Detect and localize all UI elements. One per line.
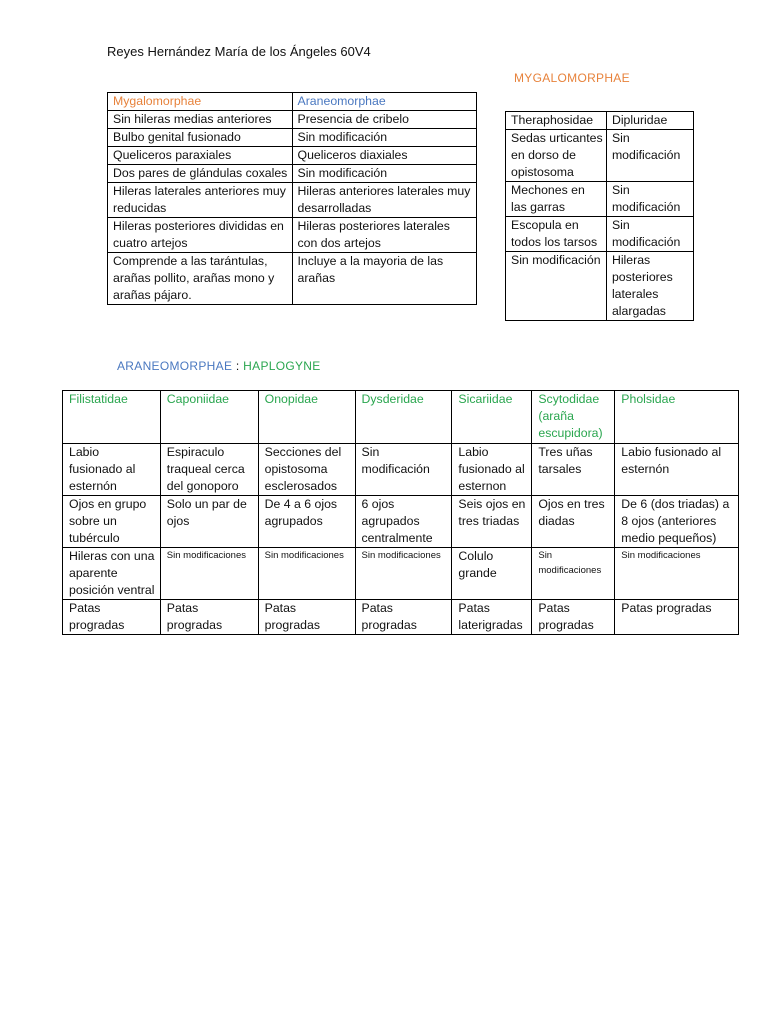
table-row [63, 600, 739, 635]
table-cell: Sin modificación [292, 165, 477, 183]
table-cell: Patas progradas [532, 600, 615, 635]
table-cell: Queliceros paraxiales [108, 147, 293, 165]
table-cell: Hileras anteriores laterales muy desarrolladas [292, 183, 477, 218]
table-cell: Patas progradas [63, 600, 161, 635]
table-cell: Labio fusionado al esternón [615, 444, 739, 496]
table-row [506, 252, 694, 321]
column-header-theraphosidae: Theraphosidae [506, 112, 607, 130]
table-cell: Patas laterigradas [452, 600, 532, 635]
table-row [108, 218, 477, 253]
table-cell: Hileras posteriores divididas en cuatro artejos [108, 218, 293, 253]
table-header-row [108, 93, 477, 111]
heading-separator: : [232, 359, 244, 373]
table-cell: Mechones en las garras [506, 182, 607, 217]
table-cell: Sedas urticantes en dorso de opistosoma [506, 130, 607, 182]
table-header-row [63, 391, 739, 444]
table-cell: Ojos en tres diadas [532, 496, 615, 548]
table-cell: Incluye a la mayoria de las arañas [292, 253, 477, 305]
families-table-body [506, 112, 694, 321]
table-row [108, 165, 477, 183]
column-header-caponiidae: Caponiidae [160, 391, 258, 444]
table-cell: Sin modificaciones [160, 548, 258, 600]
table-cell: Sin modificación [606, 182, 693, 217]
table-cell: Sin hileras medias anteriores [108, 111, 293, 129]
haplogyne-table-body [63, 391, 739, 635]
heading-haplogyne: HAPLOGYNE [243, 359, 321, 373]
table-row [506, 182, 694, 217]
table-cell: Hileras posteriores laterales alargadas [606, 252, 693, 321]
table-cell: Sin modificaciones [615, 548, 739, 600]
table-cell: Sin modificación [355, 444, 452, 496]
column-header-dysderidae: Dysderidae [355, 391, 452, 444]
table-cell: Sin modificaciones [258, 548, 355, 600]
table-cell: Labio fusionado al esternón [63, 444, 161, 496]
table-cell: Secciones del opistosoma esclerosados [258, 444, 355, 496]
table-cell: De 6 (dos triadas) a 8 ojos (anteriores medio pequeños) [615, 496, 739, 548]
column-header-sicariidae: Sicariidae [452, 391, 532, 444]
column-header-araneomorphae: Araneomorphae [292, 93, 477, 111]
table-cell: Queliceros diaxiales [292, 147, 477, 165]
table-cell: Sin modificación [506, 252, 607, 321]
table-row [108, 129, 477, 147]
table-cell: Patas progradas [160, 600, 258, 635]
table-row [108, 183, 477, 218]
column-header-onopidae: Onopidae [258, 391, 355, 444]
column-header-pholsidae: Pholsidae [615, 391, 739, 444]
table-cell: Hileras posteriores laterales con dos artejos [292, 218, 477, 253]
table-cell: De 4 a 6 ojos agrupados [258, 496, 355, 548]
table-cell: Sin modificación [606, 217, 693, 252]
table-row [506, 130, 694, 182]
heading-araneomorphae-haplogyne [117, 359, 321, 373]
table-cell: Tres uñas tarsales [532, 444, 615, 496]
table-row [108, 111, 477, 129]
table-cell: Sin modificación [292, 129, 477, 147]
table-row [506, 217, 694, 252]
column-header-dipluridae: Dipluridae [606, 112, 693, 130]
table-cell: Hileras con una aparente posición ventral [63, 548, 161, 600]
table-cell: Comprende a las tarántulas, arañas pollito, arañas mono y arañas pájaro. [108, 253, 293, 305]
table-cell: Patas progradas [355, 600, 452, 635]
families-table [505, 111, 694, 321]
column-header-mygalomorphae: Mygalomorphae [108, 93, 293, 111]
table-cell: Sin modificaciones [532, 548, 615, 600]
heading-mygalomorphae: MYGALOMORPHAE [514, 71, 630, 85]
haplogyne-table [62, 390, 739, 635]
table-cell: Seis ojos en tres triadas [452, 496, 532, 548]
table-row [108, 253, 477, 305]
comparison-table [107, 92, 477, 305]
table-cell: Sin modificaciones [355, 548, 452, 600]
table-cell: Ojos en grupo sobre un tubérculo [63, 496, 161, 548]
table-header-row [506, 112, 694, 130]
table-row [63, 444, 739, 496]
table-cell: Espiraculo traqueal cerca del gonoporo [160, 444, 258, 496]
author-line: Reyes Hernández María de los Ángeles 60V4 [107, 44, 371, 59]
table-cell: Presencia de cribelo [292, 111, 477, 129]
table-cell: Bulbo genital fusionado [108, 129, 293, 147]
column-header-scytodidae: Scytodidae (araña escupidora) [532, 391, 615, 444]
table-cell: Hileras laterales anteriores muy reducidas [108, 183, 293, 218]
table-cell: Solo un par de ojos [160, 496, 258, 548]
table-cell: Escopula en todos los tarsos [506, 217, 607, 252]
heading-araneomorphae: ARANEOMORPHAE [117, 359, 233, 373]
column-header-filistatidae: Filistatidae [63, 391, 161, 444]
table-row [63, 548, 739, 600]
table-row [108, 147, 477, 165]
table-row [63, 496, 739, 548]
comparison-table-body [108, 93, 477, 305]
table-cell: Colulo grande [452, 548, 532, 600]
table-cell: Labio fusionado al esternon [452, 444, 532, 496]
table-cell: Patas progradas [615, 600, 739, 635]
table-cell: Sin modificación [606, 130, 693, 182]
table-cell: Patas progradas [258, 600, 355, 635]
table-cell: 6 ojos agrupados centralmente [355, 496, 452, 548]
table-cell: Dos pares de glándulas coxales [108, 165, 293, 183]
